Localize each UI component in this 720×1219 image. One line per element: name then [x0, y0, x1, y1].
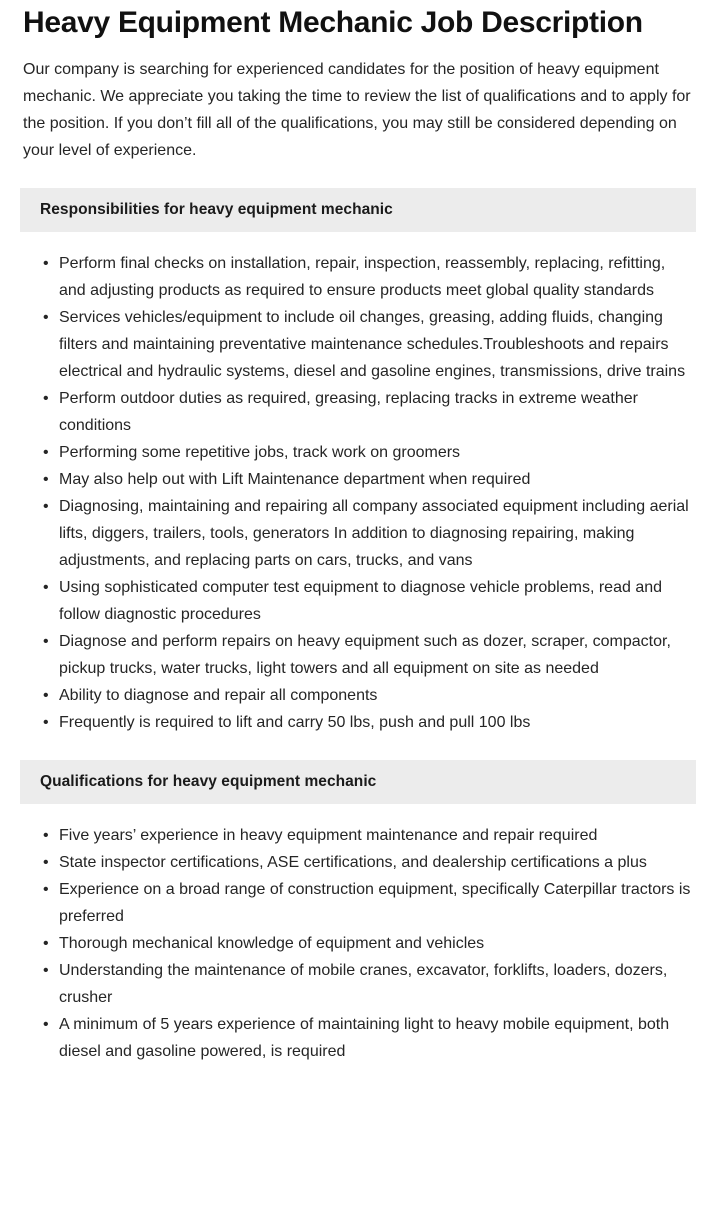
list-item: • Performing some repetitive jobs, track work on groomers	[0, 439, 696, 466]
section-header-qualifications-label: Qualifications for heavy equipment mechanic	[40, 773, 377, 790]
qualifications-list	[0, 804, 720, 1083]
list-item: • Services vehicles/equipment to include oil changes, greasing, adding fluids, changing filters and maintaining preventative maintenance schedules.Troubleshoots and repairs electrical and hydraulic systems, diesel and gasoline engines, transmissions, drive trains	[0, 304, 696, 385]
list-item: • Frequently is required to lift and carry 50 lbs, push and pull 100 lbs	[0, 709, 696, 736]
list-item: • Diagnosing, maintaining and repairing all company associated equipment including aerial lifts, diggers, trailers, tools, generators In addition to diagnosing repairing, making adjustments, and replacing parts on cars, trucks, and vans	[0, 493, 696, 574]
list-item: • Ability to diagnose and repair all components	[0, 682, 696, 709]
list-item: • A minimum of 5 years experience of maintaining light to heavy mobile equipment, both diesel and gasoline powered, is required	[0, 1011, 696, 1065]
page-title: Heavy Equipment Mechanic Job Description	[23, 6, 643, 39]
list-item: • Thorough mechanical knowledge of equipment and vehicles	[0, 930, 696, 957]
section-header-qualifications	[20, 760, 696, 804]
list-item: • May also help out with Lift Maintenance department when required	[0, 466, 696, 493]
intro-paragraph: Our company is searching for experienced candidates for the position of heavy equipment mechanic. We appreciate you taking the time to review the list of qualifications and to apply for the position. If you don’t fill all of the qualifications, you may still be considered depending on your level of experience.	[23, 61, 691, 159]
list-item: • Five years’ experience in heavy equipment maintenance and repair required	[0, 822, 696, 849]
section-header-responsibilities	[20, 188, 696, 232]
list-item: • Perform outdoor duties as required, greasing, replacing tracks in extreme weather conditions	[0, 385, 696, 439]
list-item: • Using sophisticated computer test equipment to diagnose vehicle problems, read and follow diagnostic procedures	[0, 574, 696, 628]
list-item: • State inspector certifications, ASE certifications, and dealership certifications a plus	[0, 849, 696, 876]
responsibilities-list	[0, 232, 720, 736]
list-item: • Perform final checks on installation, repair, inspection, reassembly, replacing, refitting, and adjusting products as required to ensure products meet global quality standards	[0, 250, 696, 304]
list-item: • Diagnose and perform repairs on heavy equipment such as dozer, scraper, compactor, pickup trucks, water trucks, light towers and all equipment on site as needed	[0, 628, 696, 682]
list-item: • Experience on a broad range of construction equipment, specifically Caterpillar tractors is preferred	[0, 876, 696, 930]
list-item: • Understanding the maintenance of mobile cranes, excavator, forklifts, loaders, dozers, crusher	[0, 957, 696, 1011]
section-header-responsibilities-label: Responsibilities for heavy equipment mechanic	[40, 201, 393, 218]
